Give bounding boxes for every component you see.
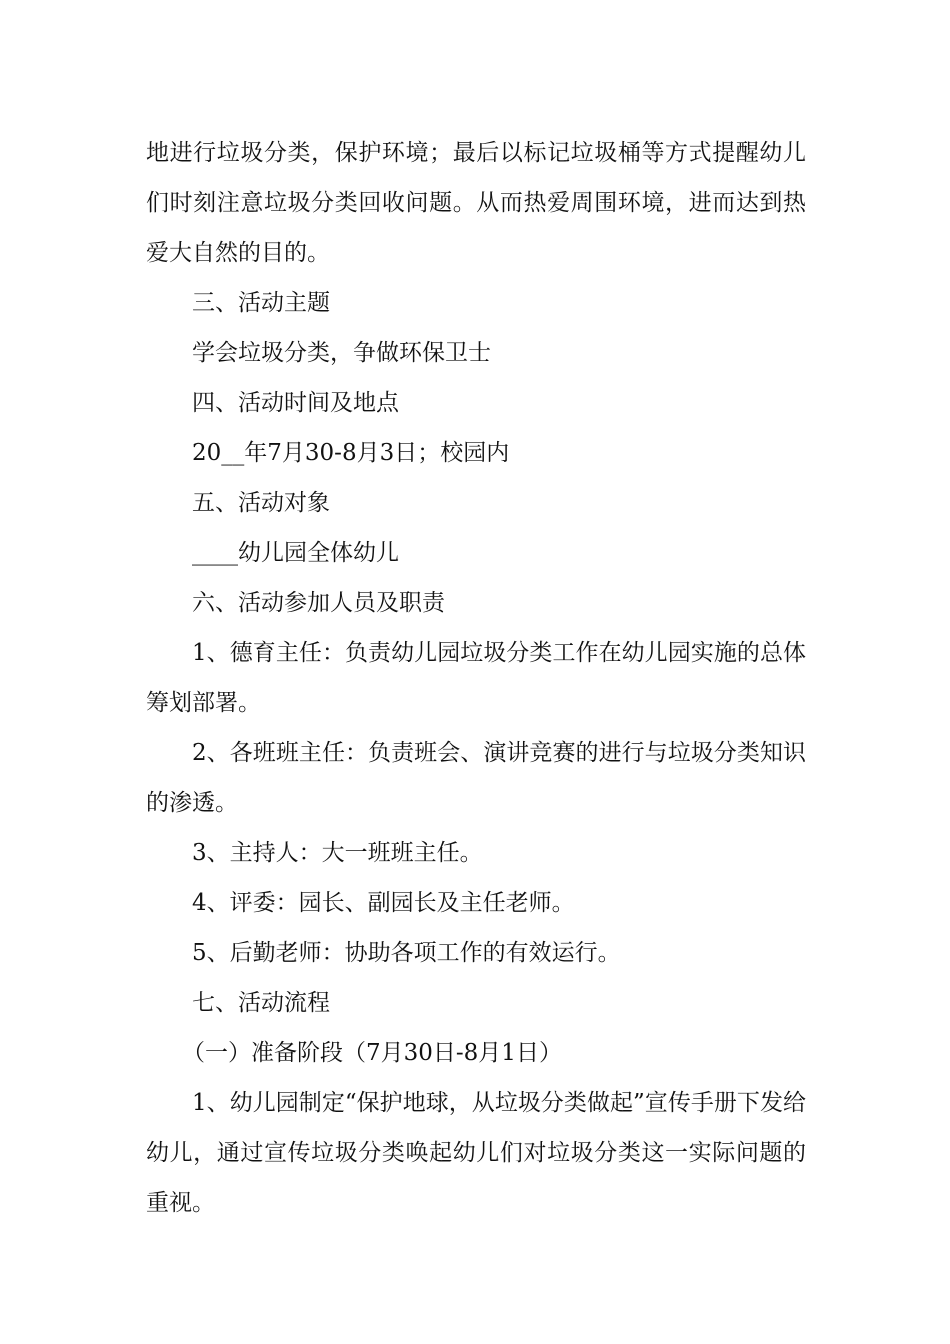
participant-item-5: 5、后勤老师：协助各项工作的有效运行。 xyxy=(192,940,621,966)
document-body xyxy=(146,128,806,1228)
section-heading-activity-theme: 三、活动主题 xyxy=(192,290,330,316)
participant-item-3: 3、主持人：大一班班主任。 xyxy=(192,840,483,866)
participant-item-2: 2、各班班主任：负责班会、演讲竞赛的进行与垃圾分类知识的渗透。 xyxy=(146,740,806,816)
activity-theme-text: 学会垃圾分类，争做环保卫士 xyxy=(192,340,491,366)
section-heading-audience: 五、活动对象 xyxy=(192,490,330,516)
paragraph-continuation: 地进行垃圾分类，保护环境；最后以标记垃圾桶等方式提醒幼儿们时刻注意垃圾分类回收问题。从而热爱周围环境，进而达到热爱大自然的目的。 xyxy=(146,140,806,266)
participant-item-1: 1、德育主任：负责幼儿园垃圾分类工作在幼儿园实施的总体筹划部署。 xyxy=(146,640,806,716)
audience-text: ____幼儿园全体幼儿 xyxy=(192,540,399,566)
participant-item-4: 4、评委：园长、副园长及主任老师。 xyxy=(192,890,575,916)
time-place-text: 20__年7月30-8月3日；校园内 xyxy=(192,440,510,466)
preparation-item-1: 1、幼儿园制定“保护地球，从垃圾分类做起”宣传手册下发给幼儿，通过宣传垃圾分类唤起幼儿们对垃圾分类这一实际问题的重视。 xyxy=(146,1090,806,1216)
section-heading-participants: 六、活动参加人员及职责 xyxy=(192,590,445,616)
subheading-preparation: （一）准备阶段（7月30日-8月1日） xyxy=(182,1040,562,1066)
section-heading-time-place: 四、活动时间及地点 xyxy=(192,390,399,416)
section-heading-process: 七、活动流程 xyxy=(192,990,330,1016)
